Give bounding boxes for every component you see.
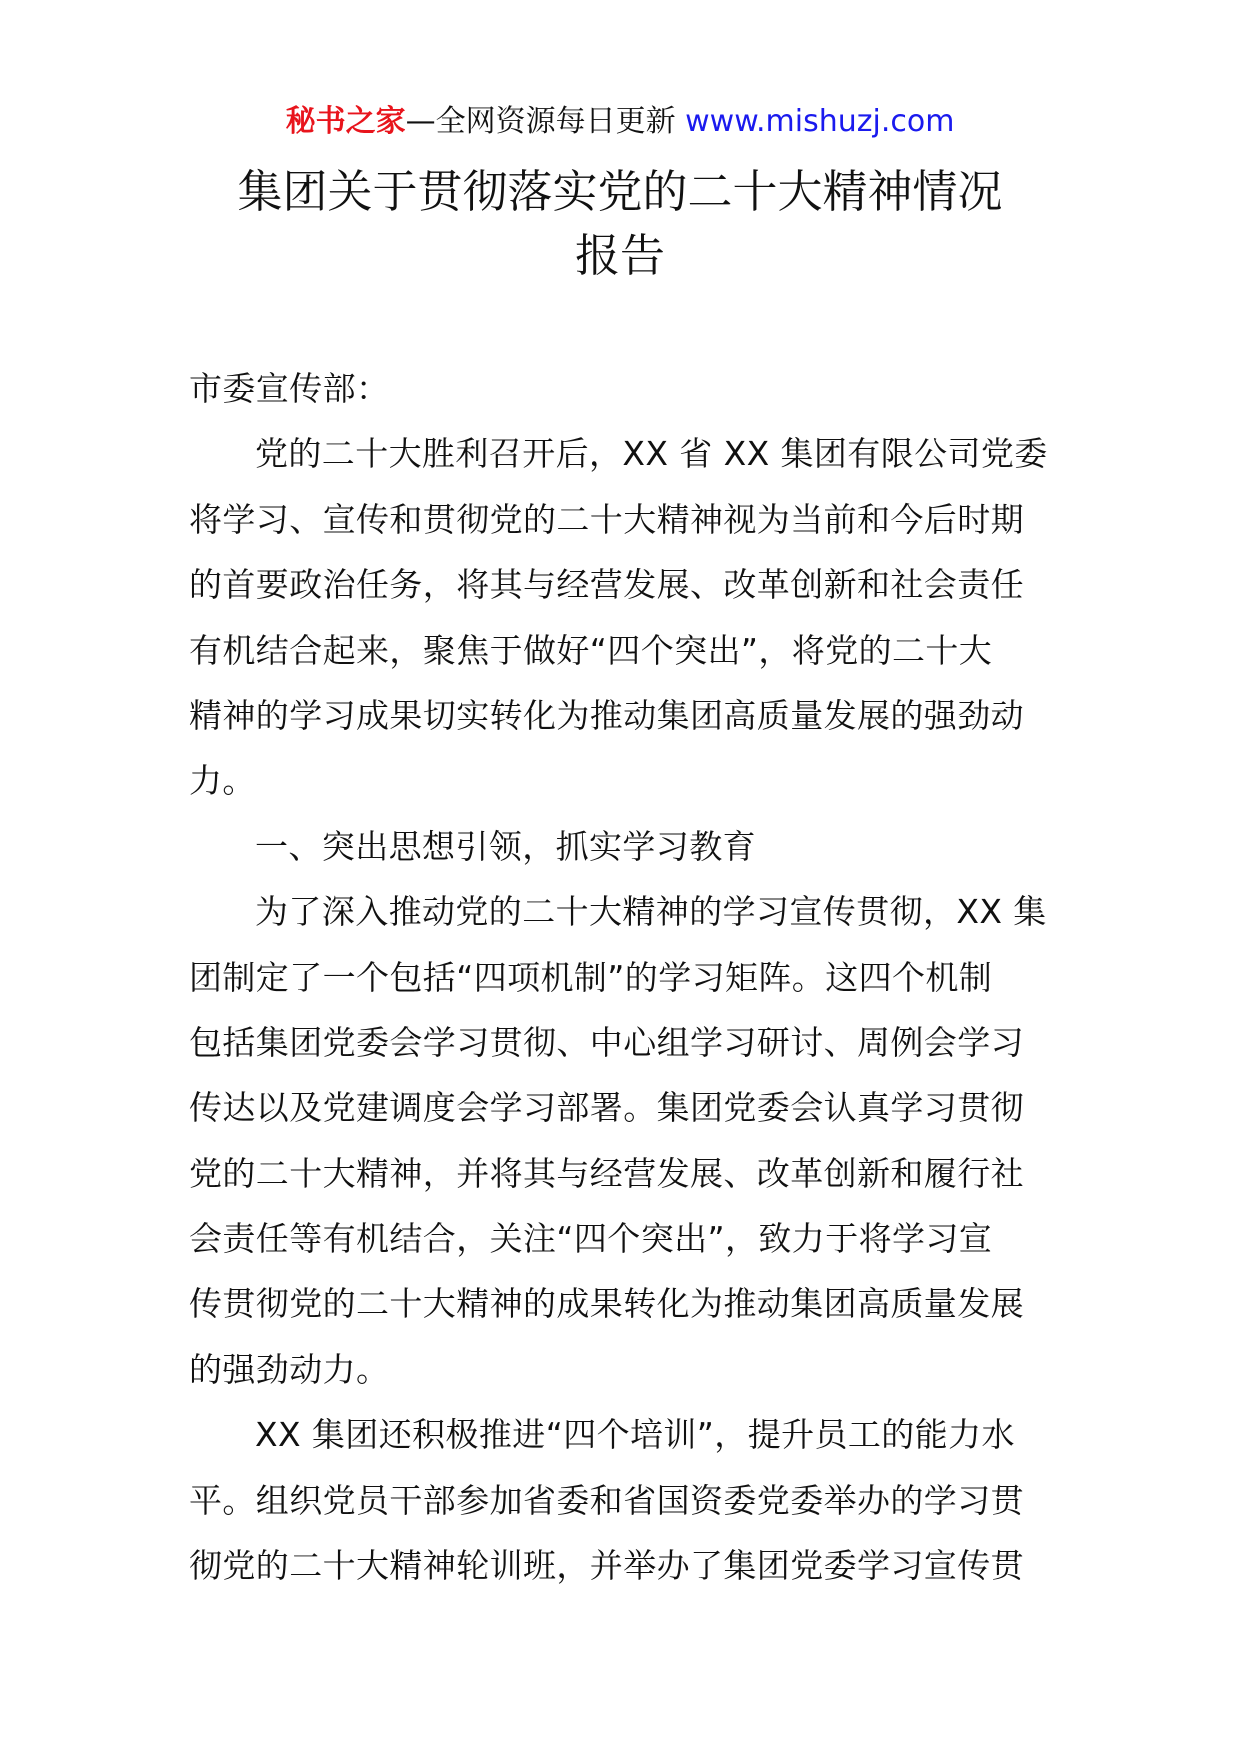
text-line: 传贯彻党的二十大精神的成果转化为推动集团高质量发展 [189, 1284, 1024, 1324]
site-url-link[interactable]: www.mishuzj.com [685, 104, 955, 139]
text-line: 传达以及党建调度会学习部署。集团党委会认真学习贯彻 [189, 1088, 1024, 1128]
text-line: 党的二十大胜利召开后，XX 省 XX 集团有限公司党委 [255, 434, 1048, 474]
text-line: 彻党的二十大精神轮训班，并举办了集团党委学习宣传贯 [189, 1546, 1024, 1586]
title-line-2: 报告 [574, 229, 665, 282]
site-brand: 秘书之家 [285, 104, 406, 139]
text-line: 为了深入推动党的二十大精神的学习宣传贯彻，XX 集 [255, 892, 1047, 932]
paragraph-section1-2 [189, 1402, 1051, 1598]
section-heading-1: 一、突出思想引领，抓实学习教育 [255, 826, 756, 866]
text-line: 精神的学习成果切实转化为推动集团高质量发展的强劲动 [189, 695, 1024, 735]
text-line: 会责任等有机结合，关注“四个突出”，致力于将学习宣 [189, 1219, 993, 1259]
text-line: 团制定了一个包括“四项机制”的学习矩阵。这四个机制 [189, 957, 993, 997]
document-title [0, 160, 1240, 288]
title-line-1: 集团关于贯彻落实党的二十大精神情况 [237, 165, 1003, 218]
text-line: 的首要政治任务，将其与经营发展、改革创新和社会责任 [189, 565, 1024, 605]
text-line: 力。 [189, 761, 256, 801]
text-line: 有机结合起来，聚焦于做好“四个突出”，将党的二十大 [189, 630, 993, 670]
text-line: XX 集团还积极推进“四个培训”，提升员工的能力水 [255, 1415, 1015, 1455]
text-line: 将学习、宣传和贯彻党的二十大精神视为当前和今后时期 [189, 499, 1024, 539]
text-line: 党的二十大精神，并将其与经营发展、改革创新和履行社 [189, 1153, 1024, 1193]
text-line: 包括集团党委会学习贯彻、中心组学习研讨、周例会学习 [189, 1022, 1024, 1062]
text-line: 平。组织党员干部参加省委和省国资委党委举办的学习贯 [189, 1480, 1024, 1520]
text-line: 的强劲动力。 [189, 1349, 390, 1389]
paragraph-section1-1 [189, 879, 1051, 1402]
site-tagline: —全网资源每日更新 [405, 104, 686, 139]
salutation: 市委宣传部： [189, 369, 390, 408]
paragraph-intro [189, 421, 1051, 813]
site-header [0, 102, 1240, 142]
document-body [189, 356, 1051, 1598]
